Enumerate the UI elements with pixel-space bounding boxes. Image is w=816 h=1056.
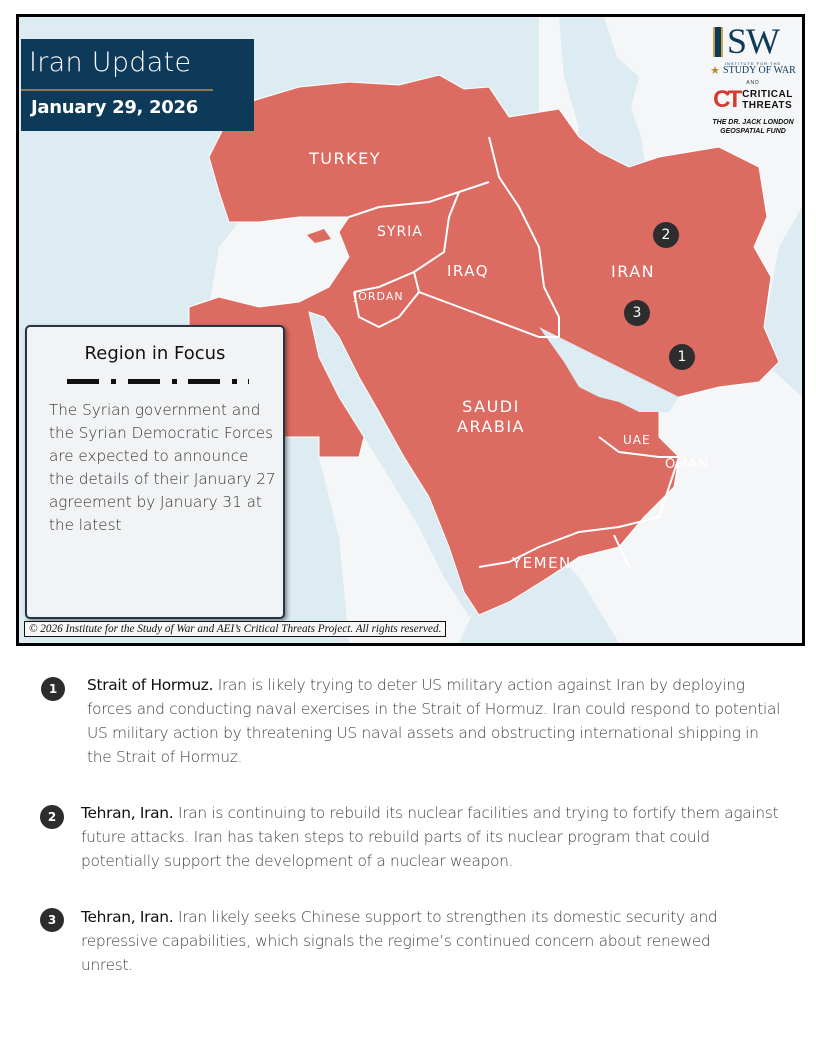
note-number-3: 3 [40, 908, 64, 932]
isw-subtitle: STUDY OF WAR [723, 65, 796, 76]
isw-subtitle-row [707, 66, 799, 76]
note-body-3 [81, 905, 761, 977]
focus-title: Region in Focus [84, 343, 226, 364]
note-text-1: Iran is likely trying to deter US military action against Iran by deploying forces and conducting naval exercises in the Strait of Hormuz. Iran could respond to potential US military action by threatening US naval assets and obstructing international shipping in the Strait of Hormuz. [87, 676, 781, 766]
note-body-1 [87, 673, 787, 769]
ct-mark-icon: CT [713, 86, 740, 113]
title-box [21, 39, 254, 131]
isw-sword-inner [715, 27, 721, 57]
map-label-syria: SYRIA [377, 224, 423, 240]
note-number-1: 1 [41, 677, 65, 701]
logo-and: AND [746, 80, 760, 86]
copyright-notice: © 2026 Institute for the Study of War and AEI’s Critical Threats Project. All rights reserved. [24, 621, 446, 637]
note-number-2: 2 [40, 805, 64, 829]
map-label-turkey: TURKEY [309, 149, 381, 168]
isw-ct-logo [707, 23, 799, 143]
page-title: Iran Update [29, 47, 192, 78]
note-text-2: Iran is continuing to rebuild its nuclear facilities and trying to fortify them against future attacks. Iran has taken steps to rebuild parts of its nuclear program that could potentially support the development of a nuclear weapon. [81, 804, 779, 870]
map-frame [16, 14, 805, 646]
map-label-iraq: IRAQ [447, 262, 490, 280]
isw-subtitle-small: INSTITUTE FOR THE [724, 61, 782, 66]
map-label-jordan: JORDAN [354, 290, 404, 303]
map-label-uae: UAE [623, 433, 651, 447]
map-label-oman: OMAN [665, 457, 710, 472]
note-text-3: Iran likely seeks Chinese support to strengthen its domestic security and repressive capabilities, which signals the regime’s continued concern about renewed unrest. [81, 908, 718, 974]
map-label-yemen: YEMEN [512, 554, 572, 572]
note-lead-1: Strait of Hormuz. [87, 676, 214, 694]
focus-text: The Syrian government and the Syrian Democratic Forces are expected to announce the details of their January 27 agreement by January 31 at the latest [49, 401, 276, 534]
isw-letters: SW [727, 21, 779, 61]
star-icon: ★ [710, 65, 721, 77]
map-label-saudi-arabia [457, 397, 525, 437]
map-label-saudi: SAUDI [462, 397, 520, 416]
map-marker-3[interactable]: 3 [624, 300, 650, 326]
map-marker-2[interactable]: 2 [653, 222, 679, 248]
note-lead-2: Tehran, Iran. [81, 804, 174, 822]
region-in-focus-box [25, 325, 285, 619]
ct-line1: CRITICAL [742, 89, 793, 100]
map-label-iran: IRAN [611, 262, 656, 281]
ct-text [742, 89, 793, 111]
ct-logo [707, 88, 799, 112]
page-date: January 29, 2026 [31, 97, 198, 118]
title-divider [21, 89, 213, 91]
fund-text [707, 118, 799, 136]
ct-line2: THREATS [742, 100, 793, 111]
fund-line1: THE DR. JACK LONDON [712, 119, 794, 126]
isw-logo [707, 23, 799, 59]
dash-dot-divider [67, 379, 257, 384]
map-marker-1[interactable]: 1 [669, 344, 695, 370]
note-lead-3: Tehran, Iran. [81, 908, 174, 926]
note-body-2 [81, 801, 781, 873]
fund-line2: GEOSPATIAL FUND [720, 128, 786, 135]
map-label-arabia: ARABIA [457, 417, 525, 436]
